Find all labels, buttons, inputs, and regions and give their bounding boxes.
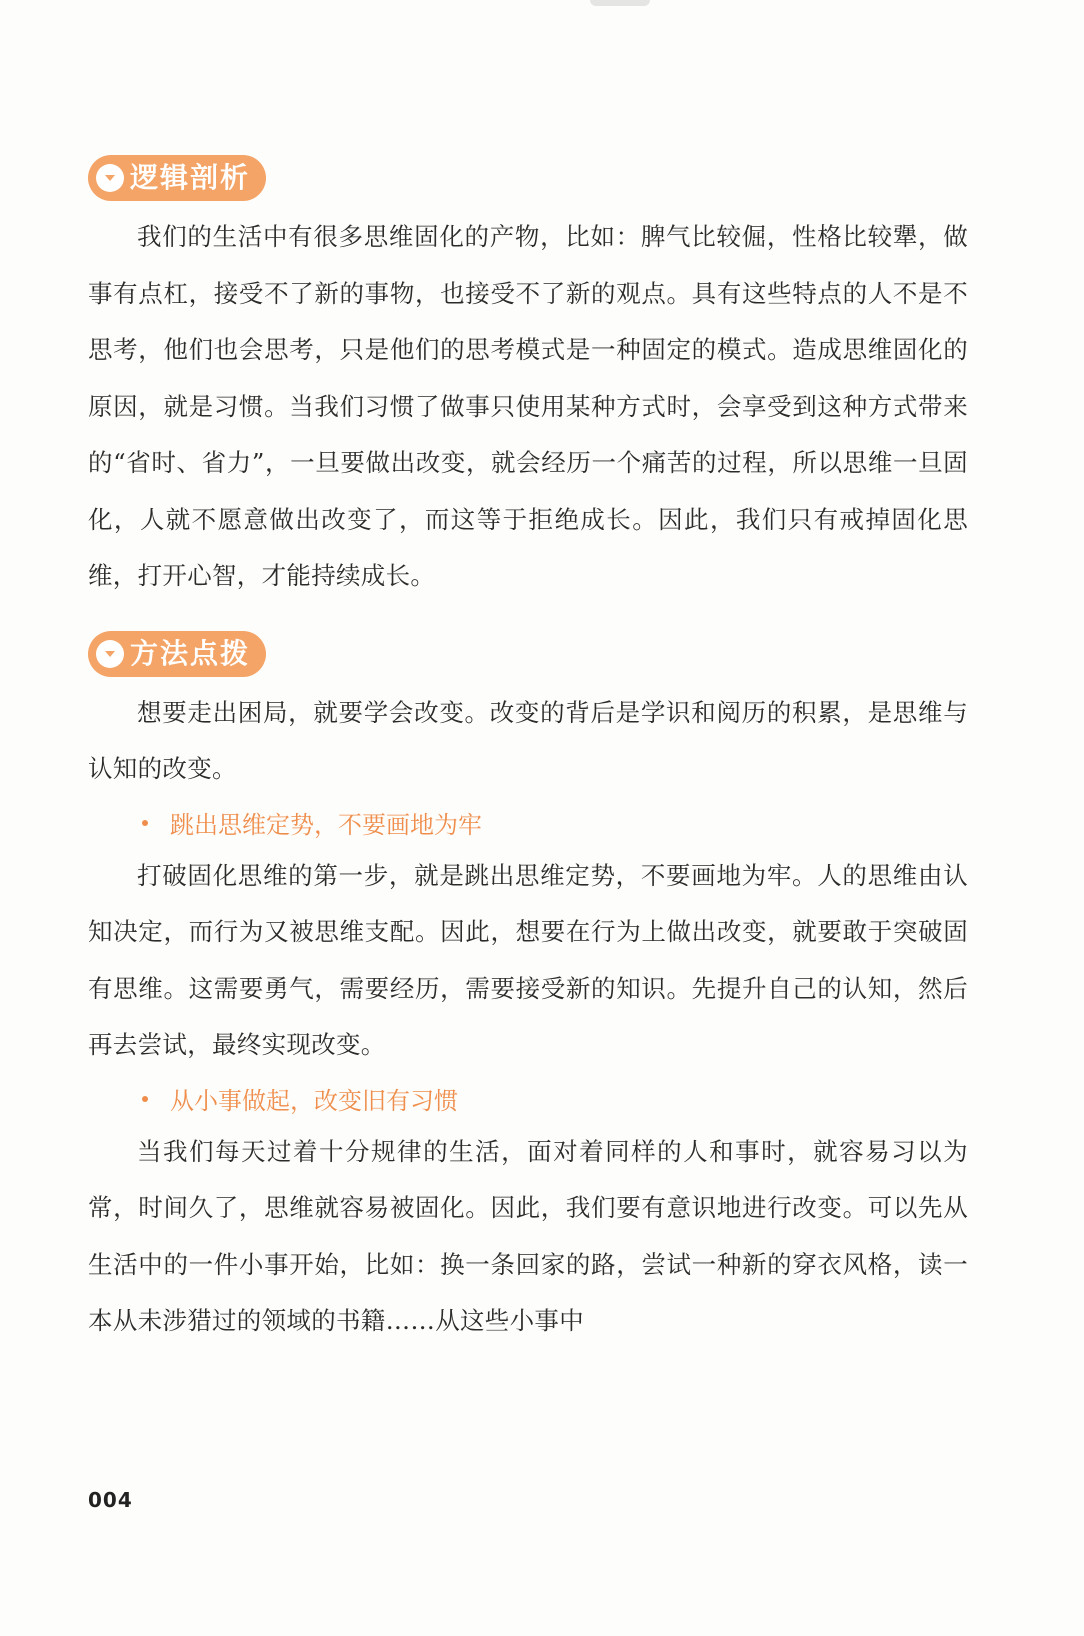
section-title: 方法点拨	[130, 636, 251, 670]
sub-heading	[88, 798, 968, 848]
page-number: 004	[88, 1488, 133, 1512]
intro-paragraph: 想要走出困局，就要学会改变。改变的背后是学识和阅历的积累，是思维与认知的改变。	[88, 697, 968, 783]
bullet-icon	[142, 1096, 148, 1102]
sub-heading-text: 从小事做起，改变旧有习惯	[170, 1087, 458, 1115]
body-paragraph: 我们的生活中有很多思维固化的产物，比如：脾气比较倔，性格比较犟，做事有点杠，接受不了新的事物，也接受不了新的观点。具有这些特点的人不是不思考，他们也会思考，只是他们的思考模式是一种固定的模式。造成思维固化的原因，就是习惯。当我们习惯了做事只使用某种方式时，会享受到这种方式带来的“省时、省力”，一旦要做出改变，就会经历一个痛苦的过程，所以思维一旦固化，人就不愿意做出改变了，而这等于拒绝成长。因此，我们只有戒掉固化思维，打开心智，才能持续成长。	[88, 222, 968, 590]
page-content	[88, 155, 968, 1350]
sub-heading-text: 跳出思维定势，不要画地为牢	[170, 811, 482, 839]
section-header-method-tips	[88, 631, 266, 677]
body-paragraph: 当我们每天过着十分规律的生活，面对着同样的人和事时，就容易习以为常，时间久了，思维就容易被固化。因此，我们要有意识地进行改变。可以先从生活中的一件小事开始，比如：换一条回家的路，尝试一种新的穿衣风格，读一本从未涉猎过的领域的书籍……从这些小事中	[88, 1136, 968, 1335]
bullet-icon	[142, 820, 148, 826]
section-header-logic-analysis	[88, 155, 266, 201]
page-top-shadow	[590, 0, 650, 6]
body-paragraph: 打破固化思维的第一步，就是跳出思维定势，不要画地为牢。人的思维由认知决定，而行为又被思维支配。因此，想要在行为上做出改变，就要敢于突破固有思维。这需要勇气，需要经历，需要接受新的知识。先提升自己的认知，然后再去尝试，最终实现改变。	[88, 860, 968, 1059]
section-title: 逻辑剖析	[130, 161, 251, 194]
sub-heading	[88, 1074, 968, 1124]
chevron-down-icon	[96, 640, 124, 668]
chevron-down-icon	[96, 164, 124, 192]
